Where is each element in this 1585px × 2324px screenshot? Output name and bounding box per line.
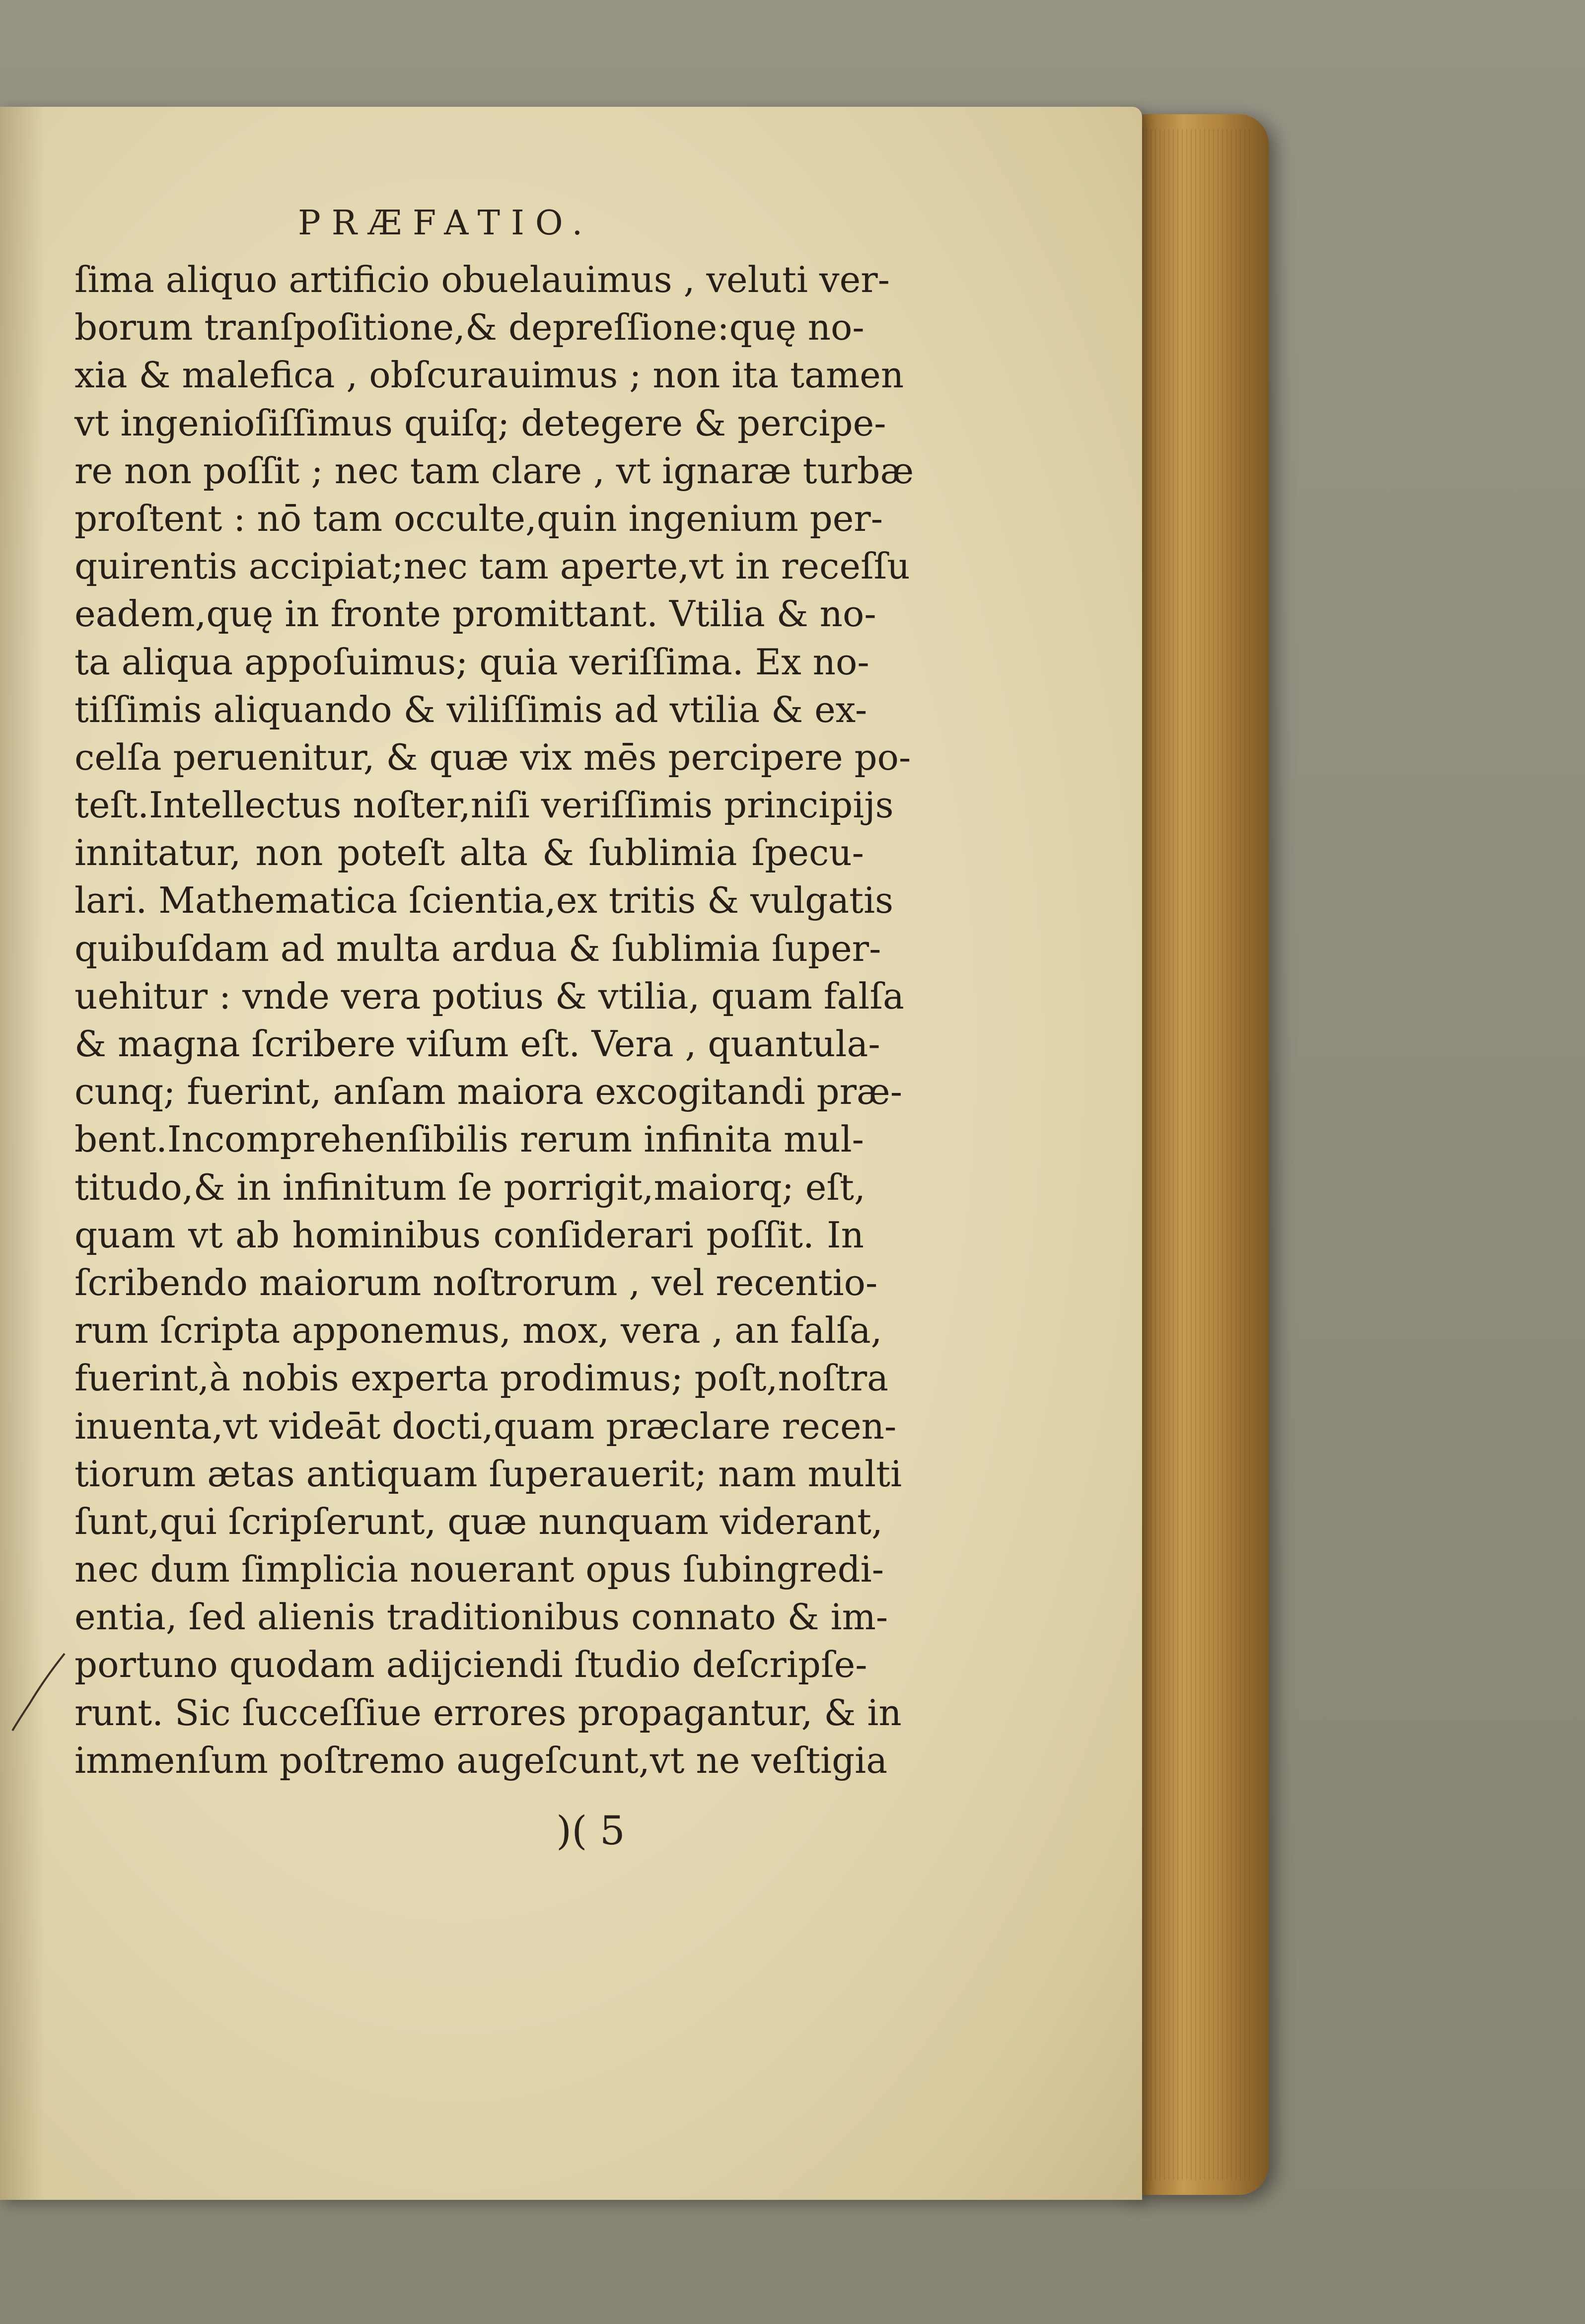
text-line: rum ſcripta apponemus, mox, vera , an falſa, — [74, 1309, 882, 1352]
text-line: tiſſimis aliquando & viliſſimis ad vtilia & ex- — [74, 688, 867, 730]
text-line: immenſum poſtremo augeſcunt,vt ne veſtigia — [74, 1739, 888, 1781]
text-line: quibuſdam ad multa ardua & ſublimia ſuper- — [74, 927, 881, 969]
text-line: ſima aliquo artificio obuelauimus , veluti ver- — [74, 259, 890, 300]
signature-mark: )( 5 — [556, 1808, 625, 1854]
text-line: quam vt ab hominibus conſiderari poſſit. In — [74, 1214, 864, 1256]
text-line: portuno quodam adijciendi ſtudio deſcripſe- — [74, 1644, 867, 1686]
text-line: lari. Mathematica ſcientia,ex tritis & vulgatis — [74, 879, 894, 922]
text-line: ſcribendo maiorum noſtrorum , vel recentio- — [74, 1261, 878, 1304]
text-line: bent.Incomprehenſibilis rerum infinita mul- — [74, 1118, 864, 1161]
text-line: nec dum ſimplicia nouerant opus ſubingredi- — [74, 1548, 884, 1591]
text-line: titudo,& in infinitum ſe porrigit,maiorq; eſt, — [74, 1166, 865, 1208]
text-line: & magna ſcribere viſum eſt. Vera , quantula- — [74, 1023, 880, 1065]
text-line: quirentis accipiat;nec tam aperte,vt in receſſu — [74, 545, 910, 587]
text-line: celſa peruenitur, & quæ vix mēs percipere po- — [74, 736, 911, 778]
text-line: runt. Sic ſucceſſiue errores propagantur, & in — [74, 1691, 902, 1734]
text-line: xia & malefica , obſcurauimus ; non ita tamen — [74, 354, 904, 396]
text-line: ta aliqua appoſuimus; quia veriſſima. Ex no- — [74, 641, 869, 683]
marginal-pen-mark — [10, 1649, 70, 1733]
text-line: innitatur, non poteſt alta & ſublimia ſpecu- — [74, 832, 864, 874]
text-line: eadem,quę in fronte promittant. Vtilia & no- — [74, 593, 876, 635]
text-line: cunq; fuerint, anſam maiora excogitandi præ- — [74, 1071, 903, 1113]
running-head: PRÆFATIO. — [298, 204, 594, 243]
text-line: borum tranſpoſitione,& depreſſione:quę no- — [74, 306, 865, 349]
text-line: entia, ſed alienis traditionibus connato & im- — [74, 1596, 888, 1638]
text-line: inuenta,vt videāt docti,quam præclare recen- — [74, 1405, 897, 1447]
text-line: re non poſſit ; nec tam clare , vt ignaræ turbæ — [74, 449, 914, 492]
text-line: ſunt,qui ſcripſerunt, quæ nunquam viderant, — [74, 1500, 883, 1542]
body-text — [74, 256, 914, 1784]
text-line: uehitur : vnde vera potius & vtilia, quam falſa — [74, 975, 904, 1017]
text-line: fuerint,à nobis experta prodimus; poſt,noſtra — [74, 1357, 889, 1399]
page-gutter-shadow — [0, 107, 45, 2200]
text-line: tiorum ætas antiquam ſuperauerit; nam multi — [74, 1452, 902, 1495]
page-edges — [1137, 129, 1251, 2180]
text-line: teſt.Intellectus noſter,niſi veriſſimis principijs — [74, 784, 894, 826]
text-line: proſtent : nō tam occulte,quin ingenium per- — [74, 497, 883, 539]
text-line: vt ingenioſiſſimus quiſq; detegere & percipe- — [74, 402, 886, 444]
